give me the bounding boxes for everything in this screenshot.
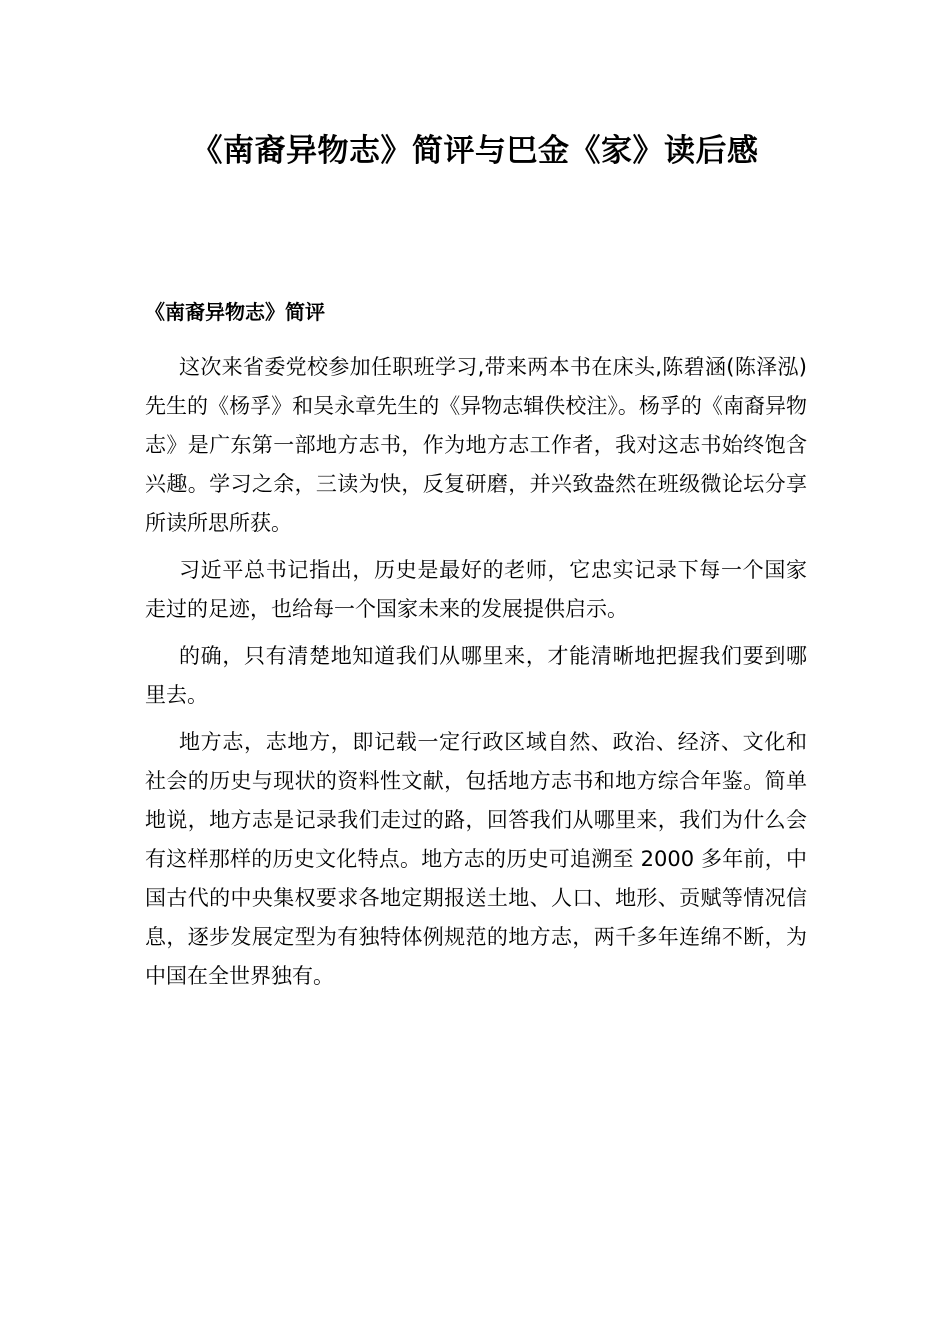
section-heading: 《南裔异物志》简评 — [145, 300, 325, 324]
paragraph: 地方志，志地方，即记载一定行政区域自然、政治、经济、文化和社会的历史与现状的资料性文献，包括地方志书和地方综合年鉴。简单地说，地方志是记录我们走过的路，回答我们从哪里来，我们为什么会有这样那样的历史文化特点。地方志的历史可追溯至 2000 多年前，中国古代的中央集权要求各地定期报送土地、人口、地形、贡赋等情况信息，逐步发展定型为有独特体例规范的地方志，两千多年连绵不断，为中国在全世界独有。 — [145, 730, 807, 988]
body-text — [145, 348, 807, 1004]
document-title: 《南裔异物志》简评与巴金《家》读后感 — [191, 133, 759, 169]
paragraph: 的确，只有清楚地知道我们从哪里来，才能清晰地把握我们要到哪里去。 — [145, 644, 807, 707]
paragraph: 这次来省委党校参加任职班学习,带来两本书在床头,陈碧涵(陈泽泓)先生的《杨孚》和吴永章先生的《异物志辑佚校注》。杨孚的《南裔异物志》是广东第一部地方志书，作为地方志工作者，我对这志书始终饱含兴趣。学习之余，三读为快，反复研磨，并兴致盎然在班级微论坛分享所读所思所获。 — [145, 355, 807, 535]
paragraph: 习近平总书记指出，历史是最好的老师，它忠实记录下每一个国家走过的足迹，也给每一个国家未来的发展提供启示。 — [145, 558, 807, 621]
